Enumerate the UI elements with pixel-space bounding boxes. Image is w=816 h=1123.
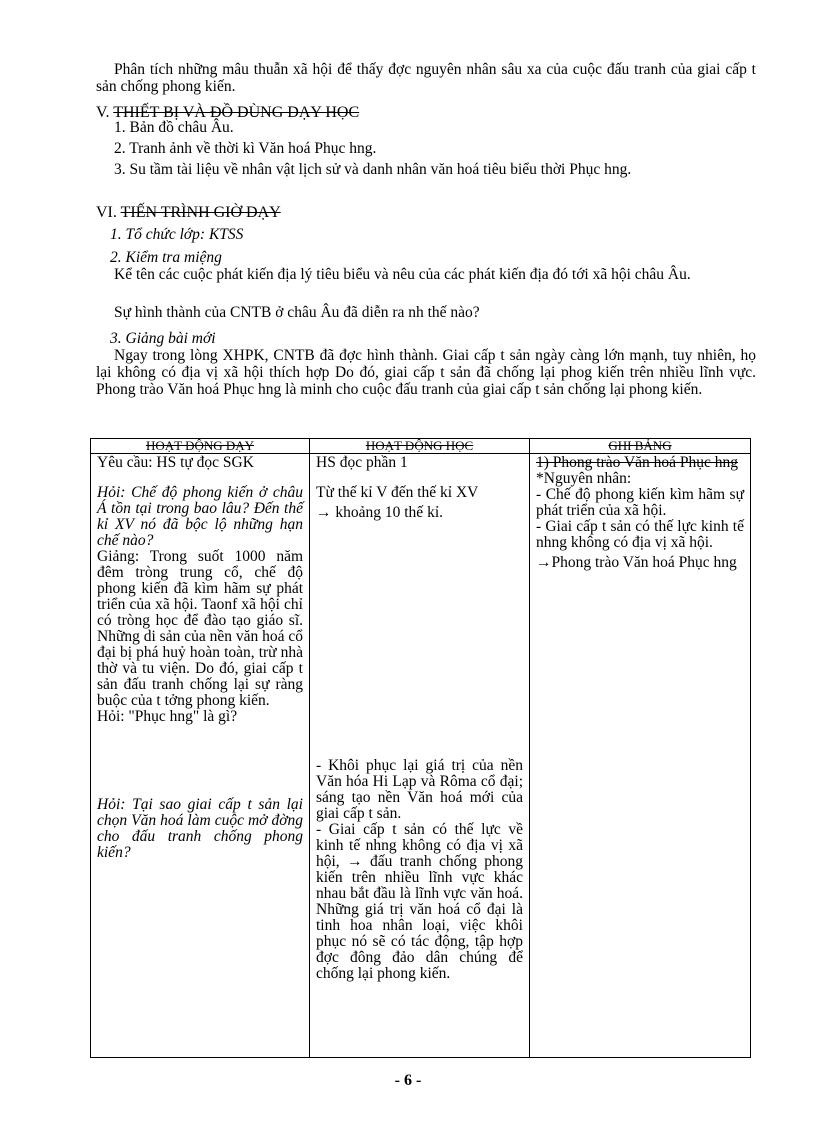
intro-paragraph: Phân tích những mâu thuẫn xã hội để thấy đợc nguyên nhân sâu xa của cuộc đấu tranh của giai cấp t sản chống phong kiến. xyxy=(96,61,756,95)
equipment-item-3: 3. Su tầm tài liệu về nhân vật lịch sử và danh nhân văn hoá tiêu biểu thời Phục hng. xyxy=(114,161,632,178)
teacher-question-1: Hỏi: Chế độ phong kiến ở châu Á tồn tại trong bao lâu? Đến thế kỉ XV nó đã bộc lộ những hạn chế nào? xyxy=(97,484,303,549)
board-result: →Phong trào Văn hoá Phục hng xyxy=(536,554,737,571)
board-cause-1: - Chế độ phong kiến kìm hãm sự phát triển của xã hội. xyxy=(536,486,744,519)
teacher-explanation: Giảng: Trong suốt 1000 năm đêm tròng trung cổ, chế độ phong kiến đã kìm hãm sự phát triển của xã hội. Taonf xã hội chỉ có tròng học để đào tạo giáo sĩ. Những di sản của nền văn hoá cổ đại bị phá huỷ hoàn toàn, trừ nhà thờ và tu viện. Do đó, giai cấp t sản đấu tranh chống lại sự ràng buộc của t tởng phong kiến. xyxy=(97,548,303,709)
equipment-item-2: 2. Tranh ảnh về thời kì Văn hoá Phục hng. xyxy=(114,140,377,157)
teaching-activity-cell xyxy=(91,454,310,1058)
student-answer-1-conclusion: → khoảng 10 thế kỉ. xyxy=(316,504,443,521)
section-5-title: THIẾT BỊ VÀ ĐỒ DÙNG DẠY HỌC xyxy=(113,104,360,121)
student-answer-3: - Giai cấp t sản có thế lực về kinh tế nhng không có địa vị xã hội, → đấu tranh chống phong kiến trên nhiều lĩnh vực khác nhau bắt đầu là lĩnh vực văn hoá. Những giá trị văn hoá cổ đại là tinh hoa nhân loại, việc khôi phục nó sẽ có tác động, tập hợp đợc đông đảo dân chúng để chống lại phong kiến. xyxy=(316,821,523,982)
teacher-question-2: Hỏi: "Phục hng" là gì? xyxy=(97,708,238,725)
oral-question-2: Sự hình thành của CNTB ở châu Âu đã diễn ra nh thế nào? xyxy=(114,304,480,321)
page-number: - 6 - xyxy=(394,1072,422,1089)
section-6-number: VI. xyxy=(96,204,121,221)
student-answer-2: - Khôi phục lại giá trị của nền Văn hóa Hi Lạp và Rôma cổ đại; sáng tạo nền Văn hoá mới của giai cấp t sản. xyxy=(316,757,523,822)
new-lesson-heading: 3. Giảng bài mới xyxy=(110,330,216,347)
header-teaching: HOẠT ĐỘNG DẠY xyxy=(91,439,310,454)
lesson-table xyxy=(90,438,751,1058)
section-5-number: V. xyxy=(96,104,114,121)
header-board-notes: GHI BẢNG xyxy=(530,439,751,454)
lesson-intro: Ngay trong lòng XHPK, CNTB đã đợc hình thành. Giai cấp t sản ngày càng lớn mạnh, tuy nhiên, họ lại không có địa vị xã hội thích hợp Do đó, giai cấp t sản đã chống lại phog kiến trên nhiều lĩnh vực. Phong trào Văn hoá Phục hng là minh cho cuộc đấu tranh của giai cấp t sản chống lại phong kiến. xyxy=(96,347,756,398)
section-6-title: TIẾN TRÌNH GIỜ DẠY xyxy=(120,204,281,221)
teacher-request: Yêu cầu: HS tự đọc SGK xyxy=(97,454,254,471)
section-6-heading xyxy=(96,204,281,221)
board-cause-label: *Nguyên nhân: xyxy=(536,470,632,487)
header-learning: HOẠT ĐỘNG HỌC xyxy=(310,439,530,454)
teacher-question-3: Hỏi: Tại sao giai cấp t sản lại chọn Văn hoá làm cuộc mở đờng cho đấu tranh chống phong kiến? xyxy=(97,796,303,861)
board-notes-cell xyxy=(530,454,751,1058)
board-section-title: 1) Phong trào Văn hoá Phục hng xyxy=(536,454,739,471)
board-cause-2: - Giai cấp t sản có thế lực kinh tế nhng không có địa vị xã hội. xyxy=(536,518,744,551)
student-answer-1: Từ thế kỉ V đến thế kỉ XV xyxy=(316,484,479,501)
learning-activity-cell xyxy=(310,454,530,1058)
oral-question-1: Kể tên các cuộc phát kiến địa lý tiêu biểu và nêu của các phát kiến địa đó tới xã hội châu Âu. xyxy=(114,266,691,283)
oral-check-heading: 2. Kiểm tra miệng xyxy=(110,249,222,266)
equipment-item-1: 1. Bản đồ châu Âu. xyxy=(114,119,234,136)
class-organization: 1. Tổ chức lớp: KTSS xyxy=(110,226,244,243)
student-read: HS đọc phần 1 xyxy=(316,454,408,471)
